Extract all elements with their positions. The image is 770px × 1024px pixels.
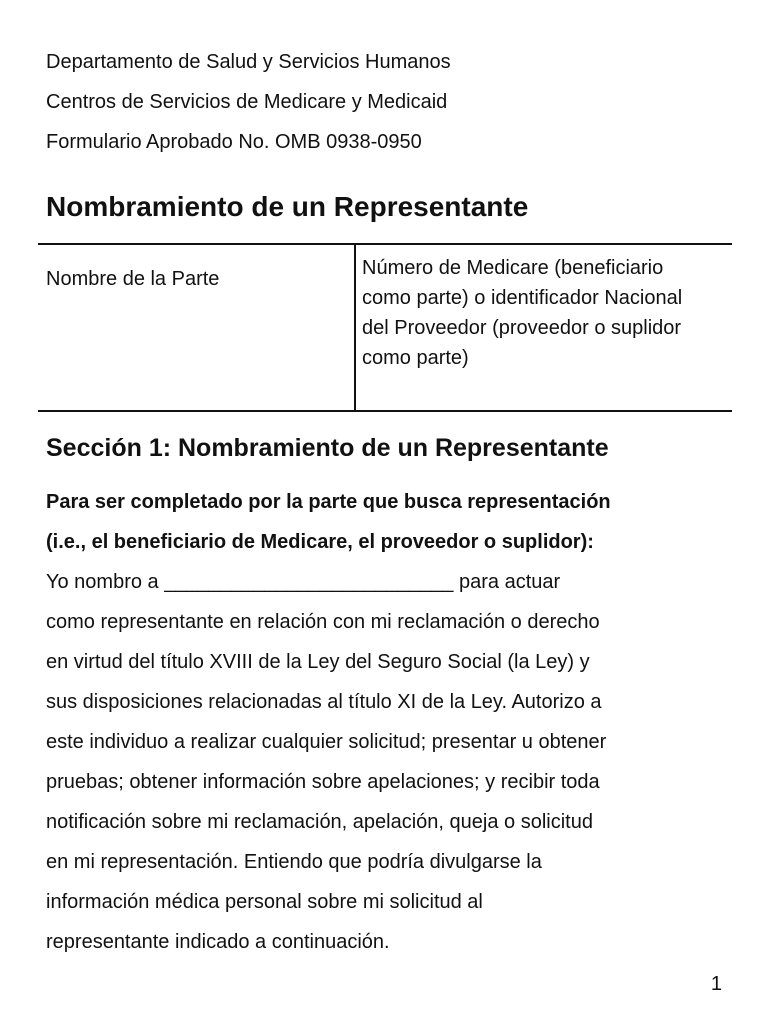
- medicare-number-label: [362, 253, 732, 373]
- medicare-number-label-line: Número de Medicare (beneficiario: [362, 257, 664, 279]
- instruction-line: (i.e., el beneficiario de Medicare, el proveedor o suplidor):: [46, 531, 594, 553]
- instruction-line: Para ser completado por la parte que busca representación: [46, 491, 611, 513]
- statement-line: pruebas; obtener información sobre apelaciones; y recibir toda: [46, 771, 600, 793]
- statement-line: en virtud del título XVIII de la Ley del Seguro Social (la Ley) y: [46, 651, 590, 673]
- section-1-instructions: [46, 482, 611, 562]
- section-1-title: Sección 1: Nombramiento de un Representante: [46, 434, 609, 462]
- statement-line: como representante en relación con mi reclamación o derecho: [46, 611, 600, 633]
- party-info-table: [38, 243, 732, 412]
- statement-line: información médica personal sobre mi solicitud al: [46, 891, 483, 913]
- statement-line: sus disposiciones relacionadas al título XI de la Ley. Autorizo a: [46, 691, 602, 713]
- center-name: Centros de Servicios de Medicare y Medicaid: [46, 91, 448, 113]
- agency-name: Departamento de Salud y Servicios Humanos: [46, 51, 451, 73]
- statement-line: este individuo a realizar cualquier solicitud; presentar u obtener: [46, 731, 607, 753]
- medicare-number-label-line: como parte): [362, 347, 469, 369]
- statement-line: en mi representación. Entiendo que podría divulgarse la: [46, 851, 542, 873]
- table-column-divider: [354, 243, 356, 412]
- party-name-label: Nombre de la Parte: [46, 268, 220, 290]
- form-approval-number: Formulario Aprobado No. OMB 0938-0950: [46, 131, 422, 153]
- document-title: Nombramiento de un Representante: [46, 191, 529, 222]
- statement-line: Yo nombro a __________________________ para actuar: [46, 571, 561, 593]
- statement-line: notificación sobre mi reclamación, apelación, queja o solicitud: [46, 811, 593, 833]
- medicare-number-label-line: del Proveedor (proveedor o suplidor: [362, 317, 682, 339]
- statement-line: representante indicado a continuación.: [46, 931, 390, 953]
- page-number: 1: [710, 973, 722, 995]
- appointment-statement: [46, 562, 606, 962]
- medicare-number-label-line: como parte) o identificador Nacional: [362, 287, 683, 309]
